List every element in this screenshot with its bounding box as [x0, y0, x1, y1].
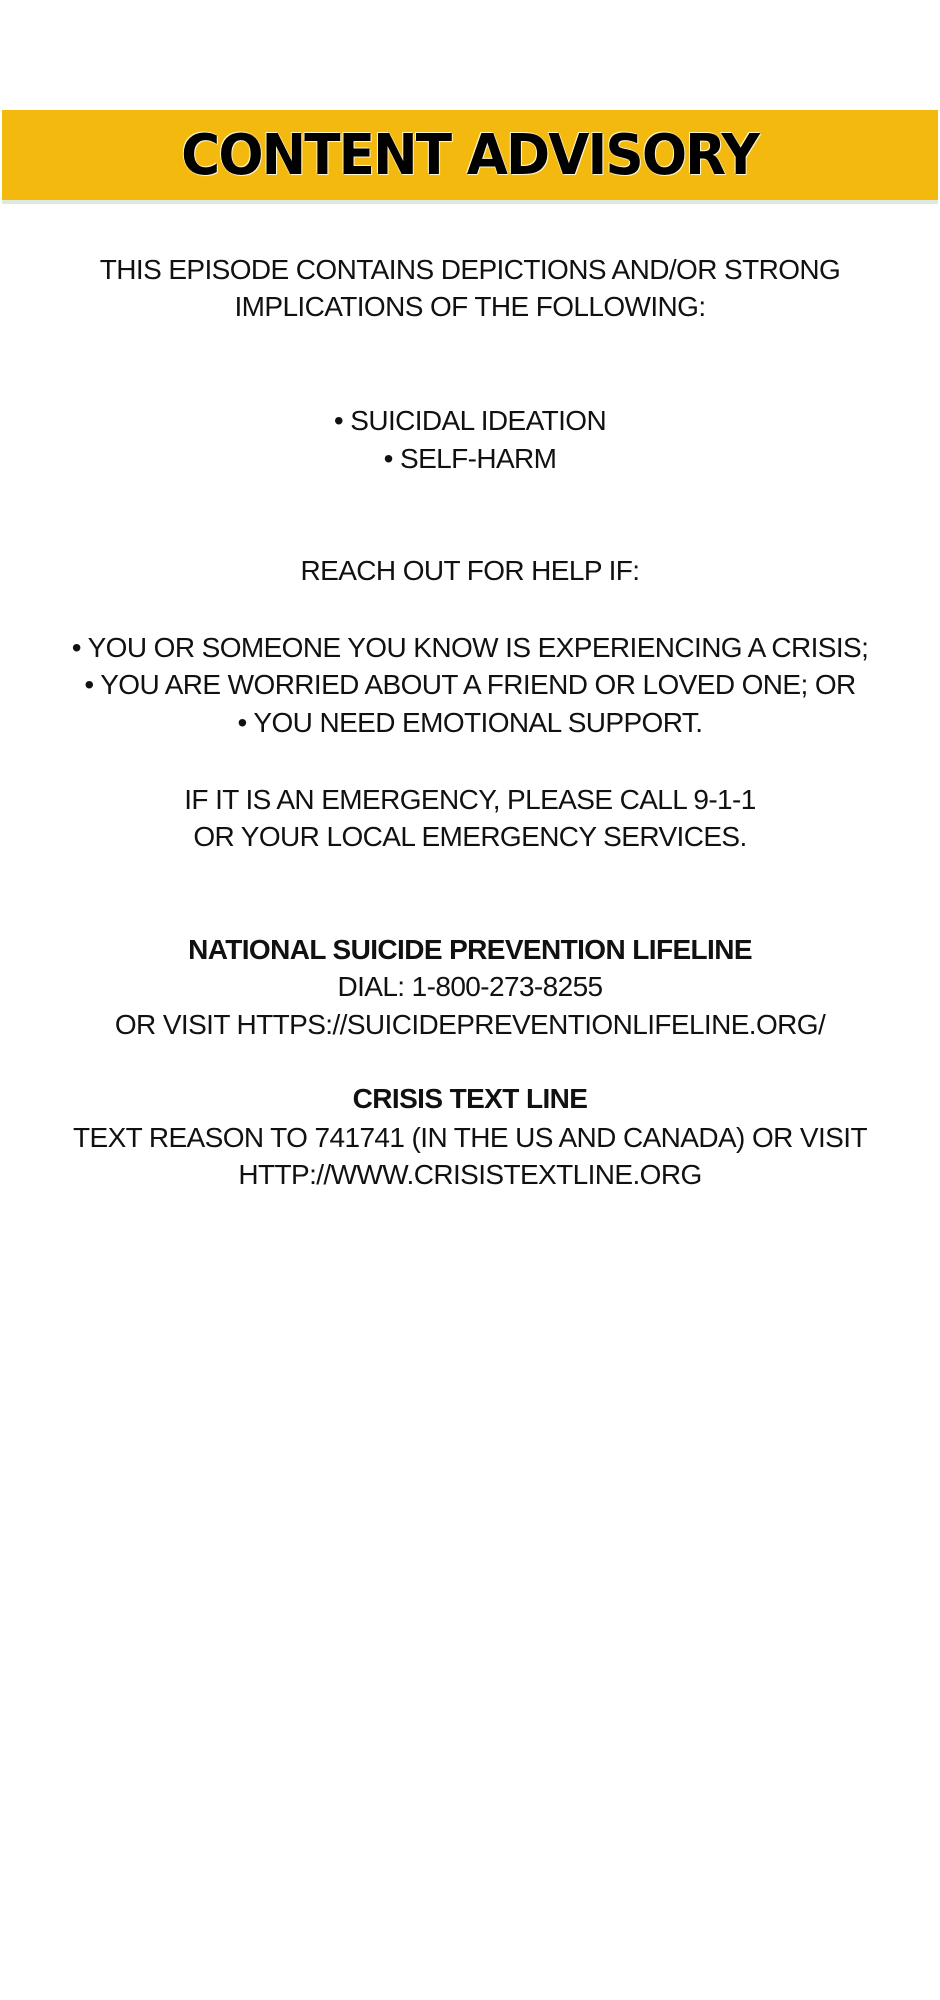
emergency-line: IF IT IS AN EMERGENCY, PLEASE CALL 9-1-1	[184, 784, 756, 815]
page-title: CONTENT ADVISORY	[181, 122, 759, 188]
title-banner	[2, 110, 938, 204]
intro-line: THIS EPISODE CONTAINS DEPICTIONS AND/OR STRONG	[99, 254, 841, 285]
topic-item: • SELF-HARM	[383, 443, 557, 474]
topic-item: • SUICIDAL IDEATION	[333, 405, 607, 436]
lifeline-phone: DIAL: 1-800-273-8255	[337, 971, 603, 1002]
intro-line: IMPLICATIONS OF THE FOLLOWING:	[234, 291, 706, 322]
textline-text: TEXT REASON TO 741741 (IN THE US AND CANADA) OR VISIT	[73, 1122, 867, 1153]
reach-out-heading: REACH OUT FOR HELP IF:	[300, 555, 640, 586]
textline-name: CRISIS TEXT LINE	[352, 1083, 588, 1114]
emergency-line: OR YOUR LOCAL EMERGENCY SERVICES.	[193, 821, 747, 852]
textline-url: HTTP://WWW.CRISISTEXTLINE.ORG	[238, 1159, 702, 1190]
lifeline-url: OR VISIT HTTPS://SUICIDEPREVENTIONLIFELINE.ORG/	[114, 1009, 826, 1040]
reach-out-item: • YOU OR SOMEONE YOU KNOW IS EXPERIENCING A CRISIS;	[71, 632, 869, 663]
reach-out-item: • YOU ARE WORRIED ABOUT A FRIEND OR LOVED ONE; OR	[84, 669, 856, 700]
reach-out-item: • YOU NEED EMOTIONAL SUPPORT.	[237, 707, 703, 738]
lifeline-name: NATIONAL SUICIDE PREVENTION LIFELINE	[188, 934, 752, 965]
